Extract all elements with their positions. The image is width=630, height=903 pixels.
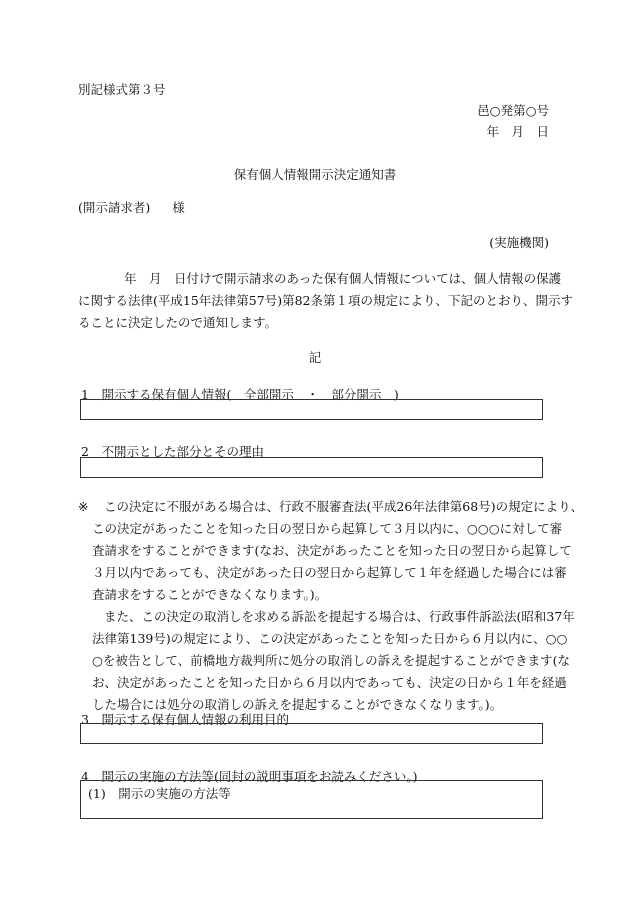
notice-line: お、決定があったことを知った日から６月以内であっても、決定の日から１年を経過 [92,675,567,690]
notice-line: また、この決定の取消しを求める訴訟を提起する場合は、行政事件訴訟法(昭和37年 [104,609,575,624]
section-4-heading: 4 開示の実施の方法等(同封の説明事項をお読みください。) [81,769,418,784]
section-4-field[interactable] [80,780,543,819]
notice-line: この決定に不服がある場合は、行政不服審査法(平成26年法律第68号)の規定により、 [104,499,584,514]
document-title: 保有個人情報開示決定通知書 [233,167,397,182]
notification-body [78,268,573,334]
section-4-subheading: (1) 開示の実施の方法等 [88,786,231,801]
ki-heading: 記 [308,350,322,365]
implementing-agency: (実施機関) [489,235,549,250]
requester-line [78,198,185,216]
section-1-field[interactable] [80,399,543,420]
body-line: 年 月 日付けで開示請求のあった保有個人情報については、個人情報の保護 [124,271,562,286]
notice-line: ○を被告として、前橋地方裁判所に処分の取消しの訴えを提起することができます(な [92,653,571,668]
section-3-heading: 3 開示する保有個人情報の利用目的 [81,712,289,727]
requester-label: (開示請求者) [78,200,151,215]
section-1-heading: 1 開示する保有個人情報( 全部開示 ・ 部分開示 ) [81,387,399,402]
section-2-field[interactable] [80,457,543,478]
section-3-field[interactable] [80,723,543,744]
notice-mark: ※ [78,499,89,514]
body-line: に関する法律(平成15年法律第57号)第82条第１項の規定により、下記のとおり、開示す [78,293,573,308]
document-date: 年 月 日 [486,124,549,139]
document-number: 邑○発第○号 [477,103,549,118]
requester-honorific: 様 [172,200,185,215]
notice-line: この決定があったことを知った日の翌日から起算して３月以内に、○○○に対して審 [92,521,563,536]
notice-line: 査請求をすることができなくなります。)。 [92,587,328,602]
notice-line: 査請求をすることができます(なお、決定があったことを知った日の翌日から起算して [92,543,572,558]
notice-line: した場合には処分の取消しの訴えを提起することができなくなります。)。 [92,697,503,712]
section-2-heading: 2 不開示とした部分とその理由 [81,444,264,459]
notice-line: ３月以内であっても、決定があった日の翌日から起算して１年を経過した場合には審 [92,565,567,580]
notice-line: 法律第139号)の規定により、この決定があったことを知った日から６月以内に、○○ [92,631,568,646]
form-number: 別記様式第３号 [78,82,166,97]
body-line: ることに決定したので通知します。 [78,315,278,330]
